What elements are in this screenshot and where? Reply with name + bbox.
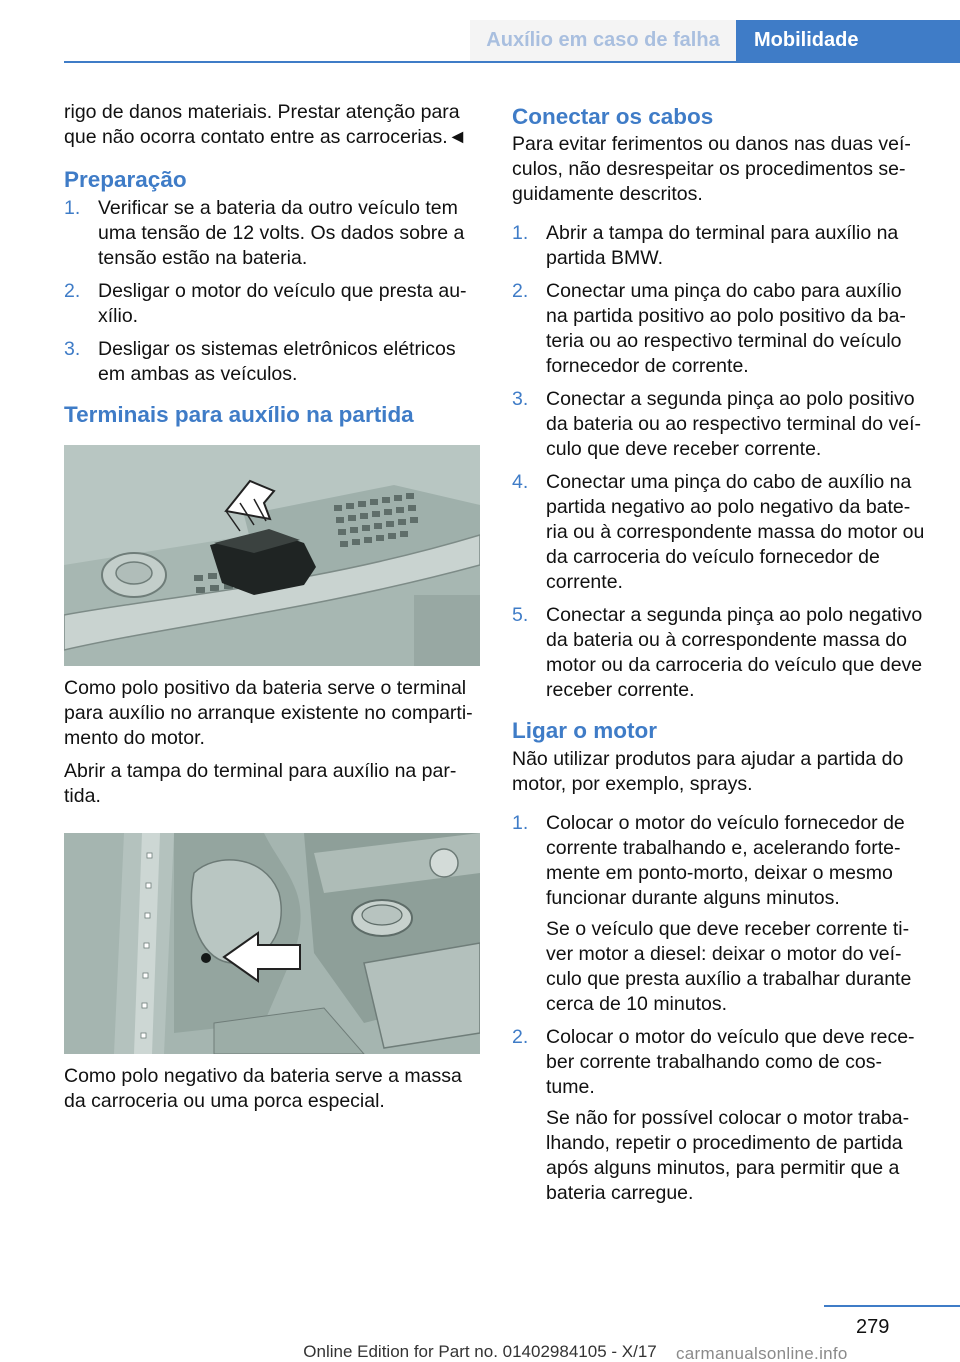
right-column bbox=[512, 100, 928, 1214]
prep-steps-list bbox=[64, 196, 480, 387]
watermark: carmanualsonline.info bbox=[676, 1344, 848, 1362]
intro-paragraph: rigo de danos materiais. Prestar atenção para que não ocorra contato entre as carrocerias.◄ bbox=[64, 101, 468, 148]
list-item bbox=[512, 387, 928, 462]
page-number: 279 bbox=[856, 1316, 890, 1338]
step-text: Conectar a segunda pinça ao polo positivo da bateria ou ao respectivo terminal do veí‐culo que deve receber corrente. bbox=[546, 388, 922, 460]
list-item bbox=[512, 1025, 928, 1206]
step-text: Desligar o motor do veículo que presta au‐xílio. bbox=[98, 280, 467, 327]
conectar-steps-list bbox=[512, 221, 928, 703]
step-note: Se o veículo que deve receber corrente ti‐ver motor a diesel: deixar o motor do veí‐culo que presta auxílio a trabalhar durante cerca de 10 minutos. bbox=[546, 918, 912, 1015]
para-negative-ground: Como polo negativo da bateria serve a massa da carroceria ou uma porca especial. bbox=[64, 1065, 462, 1112]
step-text: Conectar uma pinça do cabo de auxílio na partida negativo ao polo negativo da bate‐ria ou à correspondente massa do motor ou da carroceria do veículo fornecedor de corrente. bbox=[546, 471, 925, 593]
edition-note: Online Edition for Part no. 01402984105 - X/17 bbox=[303, 1342, 657, 1361]
step-number: 3. bbox=[512, 388, 529, 410]
step-text: Desligar os sistemas eletrônicos elétricos em ambas as veículos. bbox=[98, 338, 456, 385]
engine-bay-illustration-1 bbox=[64, 445, 480, 666]
list-item bbox=[512, 603, 928, 703]
step-note: Se não for possível colocar o motor traba‐lhando, repetir o procedimento de partida após alguns minutos, para permitir que a bateria carregue. bbox=[546, 1107, 910, 1204]
list-item bbox=[512, 279, 928, 379]
list-item bbox=[64, 196, 480, 271]
section-tab: Mobilidade bbox=[736, 20, 960, 61]
conectar-intro: Para evitar ferimentos ou danos nas duas veí‐culos, não desrespeitar os procedimentos se‐guidamente descritos. bbox=[512, 133, 911, 205]
step-number: 2. bbox=[64, 280, 81, 302]
step-number: 1. bbox=[512, 222, 529, 244]
list-item bbox=[512, 221, 928, 271]
list-item bbox=[64, 279, 480, 329]
heading-ligar: Ligar o motor bbox=[512, 718, 657, 743]
ligar-intro: Não utilizar produtos para ajudar a partida do motor, por exemplo, sprays. bbox=[512, 748, 904, 795]
step-number: 1. bbox=[64, 197, 81, 219]
step-number: 1. bbox=[512, 812, 529, 834]
step-number: 5. bbox=[512, 604, 529, 626]
step-text: Colocar o motor do veículo que deve rece‐ber corrente trabalhando como de cos‐tume. bbox=[546, 1026, 915, 1098]
heading-terminais: Terminais para auxílio na partida bbox=[64, 402, 414, 427]
left-column bbox=[64, 100, 480, 1122]
step-text: Conectar a segunda pinça ao polo negativo da bateria ou à correspondente massa do motor ou da carroceria do veículo que deve receber corrente. bbox=[546, 604, 923, 701]
list-item bbox=[512, 470, 928, 595]
step-text: Verificar se a bateria da outro veículo tem uma tensão de 12 volts. Os dados sobre a tensão estão na bateria. bbox=[98, 197, 465, 269]
footer-rule bbox=[824, 1305, 960, 1307]
list-item bbox=[512, 811, 928, 1017]
engine-bay-illustration-2 bbox=[64, 833, 480, 1054]
heading-preparacao: Preparação bbox=[64, 167, 187, 192]
list-item bbox=[64, 337, 480, 387]
step-text: Colocar o motor do veículo fornecedor de corrente trabalhando e, acelerando forte‐mente em ponto-morto, deixar o mesmo funcionar durante alguns minutos. bbox=[546, 812, 905, 909]
heading-conectar: Conectar os cabos bbox=[512, 104, 714, 129]
figure-positive-terminal bbox=[64, 445, 480, 666]
header-rule bbox=[64, 61, 960, 63]
figure-negative-ground bbox=[64, 833, 480, 1054]
spacer bbox=[64, 817, 480, 833]
ligar-steps-list bbox=[512, 811, 928, 1206]
chapter-title: Auxílio em caso de falha bbox=[470, 20, 736, 61]
step-number: 4. bbox=[512, 471, 529, 493]
para-open-cover: Abrir a tampa do terminal para auxílio na par‐tida. bbox=[64, 760, 457, 807]
step-number: 2. bbox=[512, 1026, 529, 1048]
step-number: 3. bbox=[64, 338, 81, 360]
step-number: 2. bbox=[512, 280, 529, 302]
para-positive-terminal: Como polo positivo da bateria serve o terminal para auxílio no arranque existente no comparti‐mento do motor. bbox=[64, 677, 473, 749]
step-text: Abrir a tampa do terminal para auxílio na partida BMW. bbox=[546, 222, 899, 269]
step-text: Conectar uma pinça do cabo para auxílio na partida positivo ao polo positivo da ba‐teria ou ao respectivo terminal do veículo fornecedor de corrente. bbox=[546, 280, 906, 377]
